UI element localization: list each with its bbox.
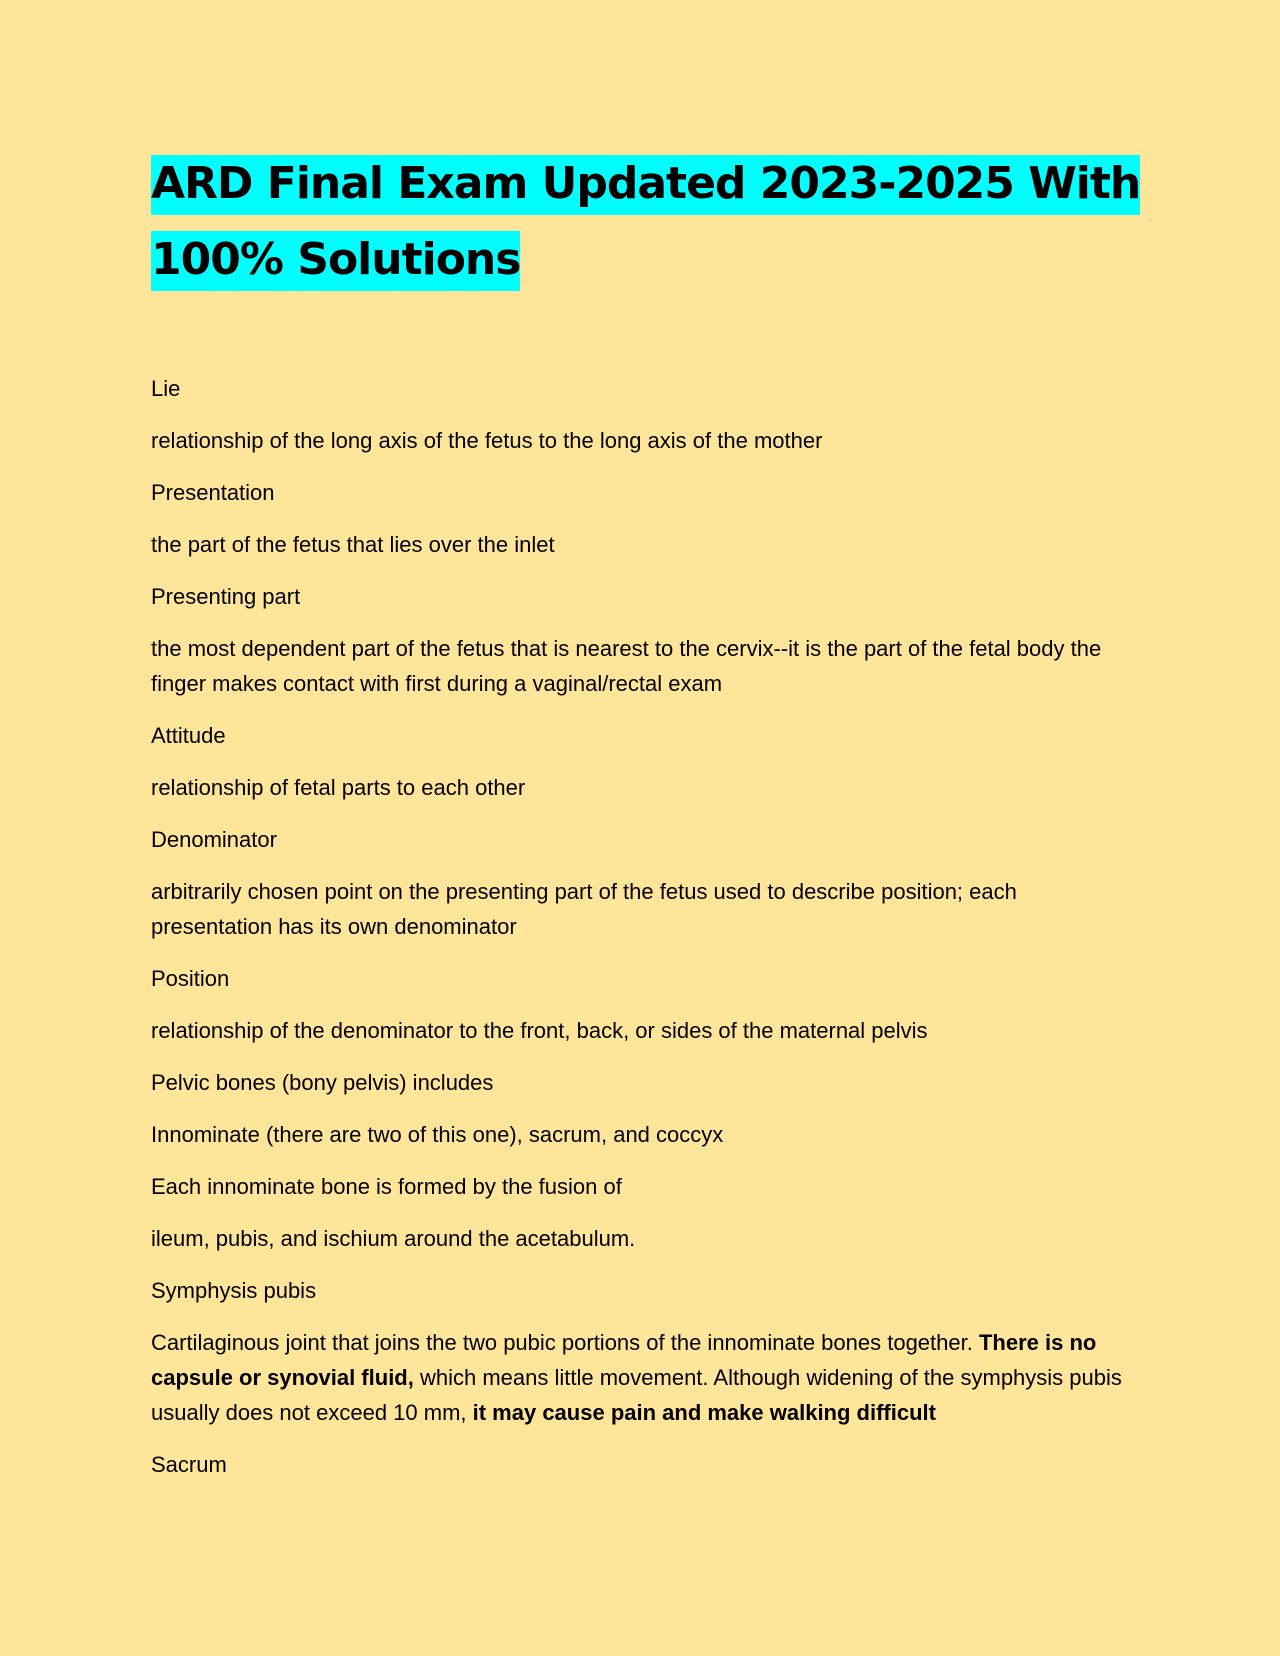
symphysis-bold-2: it may cause pain and make walking difficult [472,1400,936,1425]
symphysis-bold-1: There is no capsule or synovial fluid, [151,1330,1097,1390]
definition-attitude: relationship of fetal parts to each other [151,775,526,800]
term-innominate-bone: Each innominate bone is formed by the fusion of [151,1174,622,1199]
document-title [151,146,1151,298]
term-denominator: Denominator [151,827,277,852]
symphysis-text-2: which means little movement. Although widening of the symphysis pubis usually does not exceed 10 mm, [151,1365,1122,1425]
term-attitude: Attitude [151,723,226,748]
definition-symphysis-pubis [151,1325,1141,1430]
definition-pelvic-bones: Innominate (there are two of this one), sacrum, and coccyx [151,1122,724,1147]
symphysis-text-1: Cartilaginous joint that joins the two pubic portions of the innominate bones together. [151,1330,979,1355]
document-body [151,371,1141,1499]
definition-lie: relationship of the long axis of the fetus to the long axis of the mother [151,428,823,453]
term-presentation: Presentation [151,480,275,505]
term-lie: Lie [151,376,181,401]
term-position: Position [151,966,230,991]
definition-position: relationship of the denominator to the front, back, or sides of the maternal pelvis [151,1018,928,1043]
title-highlight: ARD Final Exam Updated 2023-2025 With 100% Solutions [151,155,1140,291]
definition-denominator: arbitrarily chosen point on the presenting part of the fetus used to describe position; each presentation has its own denominator [151,879,1017,939]
term-pelvic-bones: Pelvic bones (bony pelvis) includes [151,1070,494,1095]
term-symphysis-pubis: Symphysis pubis [151,1278,317,1303]
definition-presentation: the part of the fetus that lies over the inlet [151,532,555,557]
definition-presenting-part: the most dependent part of the fetus that is nearest to the cervix--it is the part of the fetal body the finger makes contact with first during a vaginal/rectal exam [151,636,1102,696]
term-sacrum: Sacrum [151,1452,227,1477]
term-presenting-part: Presenting part [151,584,301,609]
definition-innominate-bone: ileum, pubis, and ischium around the acetabulum. [151,1226,636,1251]
